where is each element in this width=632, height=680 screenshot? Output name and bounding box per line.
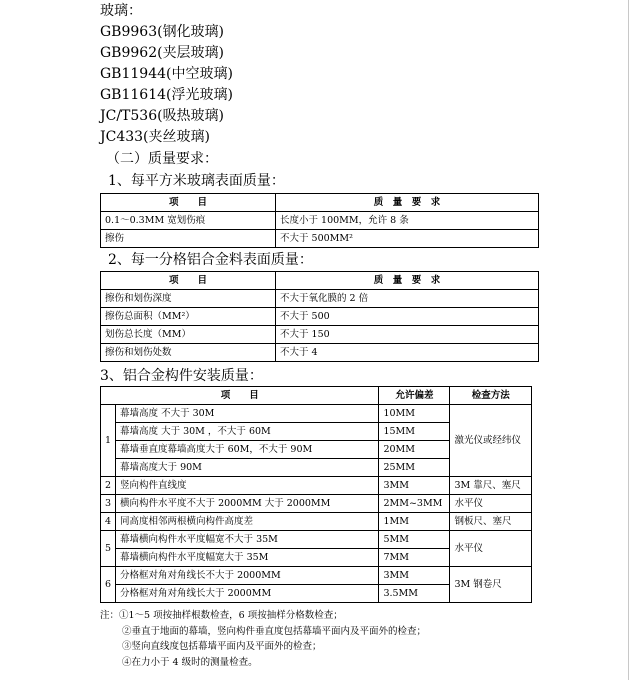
table-row [101, 290, 539, 308]
cell-item: 幕墙横向构件水平度幅宽不大于 35M [116, 531, 379, 549]
cell-item: 擦伤和划伤处数 [101, 344, 276, 362]
cell-item: 竖向构件直线度 [116, 477, 379, 495]
table-row [101, 326, 539, 344]
cell-tolerance: 2MM~3MM [379, 495, 450, 513]
cell-tolerance: 7MM [379, 549, 450, 567]
standard-line: JC/T536(吸热玻璃) [100, 108, 225, 124]
cell-requirement: 不大于 4 [276, 344, 539, 362]
cell-number: 4 [101, 513, 116, 531]
cell-item: 擦伤和划伤深度 [101, 290, 276, 308]
cell-number: 5 [101, 531, 116, 567]
cell-method: 钢板尺、塞尺 [450, 513, 532, 531]
cell-method: 3M 靠尺、塞尺 [450, 477, 532, 495]
cell-requirement: 不大于 150 [276, 326, 539, 344]
cell-requirement: 不大于 500MM² [276, 230, 539, 248]
header-item: 项 目 [101, 272, 276, 290]
cell-number: 2 [101, 477, 116, 495]
standard-line: GB11944(中空玻璃) [100, 66, 233, 82]
section1-title: 1、每平方米玻璃表面质量： [108, 173, 285, 189]
cell-item: 横向构件水平度不大于 2000MM 大于 2000MM [116, 495, 379, 513]
table-row [101, 405, 532, 423]
table-header-row [101, 194, 539, 212]
cell-method: 激光仪或经纬仪 [450, 405, 532, 477]
cell-item: 擦伤总面积（MM²） [101, 308, 276, 326]
table-header-row [101, 272, 539, 290]
glass-heading: 玻璃： [100, 3, 142, 19]
header-tolerance: 允许偏差 [379, 387, 450, 405]
cell-method: 3M 钢卷尺 [450, 567, 532, 603]
standard-line: GB9963(钢化玻璃) [100, 24, 225, 40]
table-row [101, 344, 539, 362]
standard-line: GB11614(浮光玻璃) [100, 87, 233, 103]
cell-tolerance: 5MM [379, 531, 450, 549]
table-row [101, 531, 532, 549]
cell-tolerance: 25MM [379, 459, 450, 477]
cell-item: 擦伤 [101, 230, 276, 248]
cell-requirement: 不大于 500 [276, 308, 539, 326]
table-row [101, 567, 532, 585]
cell-item: 幕墙高度 不大于 30M [116, 405, 379, 423]
cell-requirement: 不大于氧化膜的 2 倍 [276, 290, 539, 308]
table-row [101, 308, 539, 326]
note-line: ③竖向直线度包括幕墙平面内及平面外的检查； [122, 641, 322, 652]
glass-quality-table [100, 193, 539, 248]
section3-title: 3、铝合金构件安装质量： [100, 368, 263, 384]
notes-label: 注： [100, 610, 120, 621]
cell-item: 幕墙高度大于 90M [116, 459, 379, 477]
standard-line: GB9962(夹层玻璃) [100, 45, 225, 61]
cell-method: 水平仪 [450, 531, 532, 567]
aluminum-quality-table [100, 271, 539, 362]
cell-tolerance: 20MM [379, 441, 450, 459]
cell-tolerance: 15MM [379, 423, 450, 441]
cell-tolerance: 10MM [379, 405, 450, 423]
table-row [101, 495, 532, 513]
header-requirement: 质 量 要 求 [276, 272, 539, 290]
notes [100, 608, 426, 670]
cell-tolerance: 1MM [379, 513, 450, 531]
cell-item: 幕墙高度 大于 30M ，不大于 60M [116, 423, 379, 441]
cell-item: 幕墙垂直度幕墙高度大于 60M，不大于 90M [116, 441, 379, 459]
table-row [101, 230, 539, 248]
table-row [101, 513, 532, 531]
cell-requirement: 长度小于 100MM，允许 8 条 [276, 212, 539, 230]
cell-tolerance: 3.5MM [379, 585, 450, 603]
table-row [101, 212, 539, 230]
cell-item: 0.1～0.3MM 宽划伤痕 [101, 212, 276, 230]
cell-tolerance: 3MM [379, 567, 450, 585]
cell-number: 3 [101, 495, 116, 513]
installation-quality-table [100, 386, 532, 603]
cell-item: 分格框对角对角线长大于 2000MM [116, 585, 379, 603]
table-header-row [101, 387, 532, 405]
cell-method: 水平仪 [450, 495, 532, 513]
cell-item: 分格框对角对角线长不大于 2000MM [116, 567, 379, 585]
cell-item: 同高度相邻两根横向构件高度差 [116, 513, 379, 531]
note-line: ④在力小于 4 级时的测量检查。 [122, 656, 258, 668]
header-requirement: 质 量 要 求 [276, 194, 539, 212]
standard-line: JC433(夹丝玻璃) [100, 129, 210, 145]
note-line [100, 608, 426, 624]
table-row [101, 477, 532, 495]
cell-number: 1 [101, 405, 116, 477]
quality-heading: （二）质量要求： [106, 151, 218, 167]
header-item: 项 目 [101, 194, 276, 212]
cell-tolerance: 3MM [379, 477, 450, 495]
page-edge [628, 0, 629, 680]
cell-item: 幕墙横向构件水平度幅宽大于 35M [116, 549, 379, 567]
note-text: ①1～5 项按抽样根数检查，6 项按抽样分格数检查； [119, 610, 343, 621]
header-item: 项 目 [101, 387, 379, 405]
note-line: ②垂直于地面的幕墙，竖向构件垂直度包括幕墙平面内及平面外的检查； [122, 625, 427, 637]
cell-item: 划伤总长度（MM） [101, 326, 276, 344]
cell-number: 6 [101, 567, 116, 603]
section2-title: 2、每一分格铝合金料表面质量： [108, 252, 313, 268]
header-method: 检查方法 [450, 387, 532, 405]
